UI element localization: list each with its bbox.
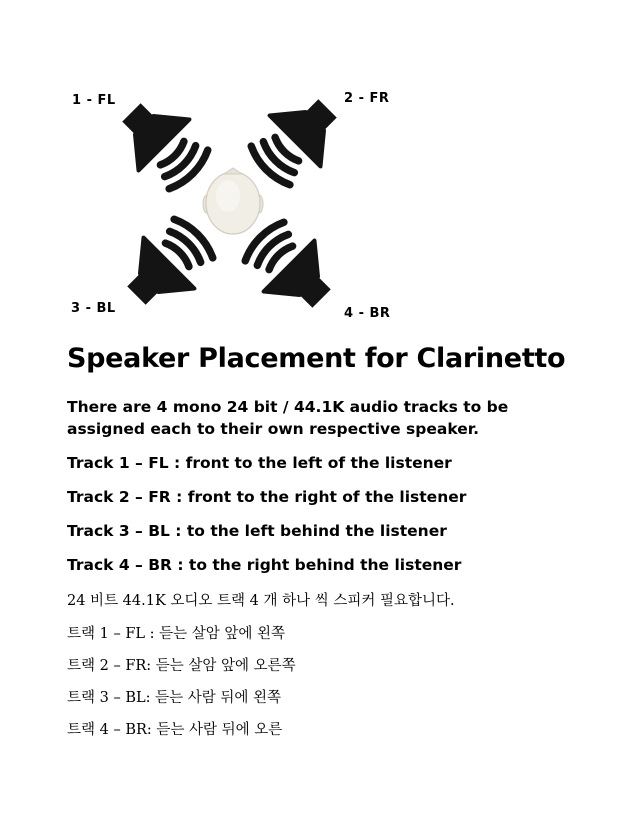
track-3-en: Track 3 – BL : to the left behind the listener — [67, 522, 447, 540]
intro-line-2: assigned each to their own respective speaker. — [67, 420, 480, 438]
listener-head-icon — [203, 168, 263, 234]
korean-intro: 24 비트 44.1K 오디오 트랙 4 개 하나 씩 스피커 필요합니다. — [67, 593, 455, 609]
label-bl: 3 - BL — [71, 301, 116, 316]
intro-line-1: There are 4 mono 24 bit / 44.1K audio tracks to be — [67, 398, 509, 416]
track-2-ko: 트랙 2 – FR: 듣는 살암 앞에 오른쪽 — [67, 658, 296, 674]
track-2-en: Track 2 – FR : front to the right of the listener — [67, 488, 467, 506]
label-br: 4 - BR — [344, 306, 391, 321]
track-3-ko: 트랙 3 – BL: 듣는 사람 뒤에 왼쪽 — [67, 690, 281, 706]
track-1-en: Track 1 – FL : front to the left of the listener — [67, 454, 452, 472]
label-fl: 1 - FL — [72, 93, 116, 108]
speaker-placement-diagram — [0, 0, 638, 330]
speaker-fr-icon — [241, 83, 353, 195]
track-4-ko: 트랙 4 – BR: 듣는 사람 뒤에 오른 — [67, 722, 283, 738]
track-4-en: Track 4 – BR : to the right behind the listener — [67, 556, 462, 574]
speaker-fl-icon — [106, 87, 218, 199]
speaker-br-icon — [235, 212, 347, 324]
page-title: Speaker Placement for Clarinetto — [67, 343, 566, 374]
label-fr: 2 - FR — [344, 91, 390, 106]
speaker-bl-icon — [111, 209, 223, 321]
track-1-ko: 트랙 1 – FL : 듣는 살암 앞에 왼쪽 — [67, 626, 285, 642]
